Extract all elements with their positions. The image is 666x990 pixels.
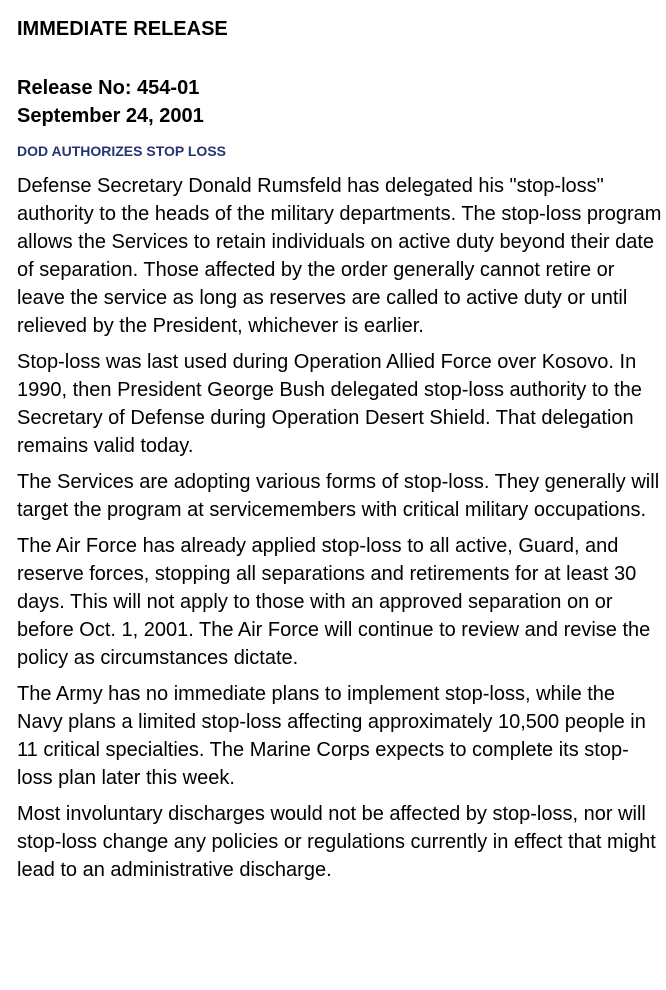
paragraph-4: The Air Force has already applied stop-loss to all active, Guard, and reserve forces, stopping all separations and retirements for at least 30 days. This will not apply to those with an approved separation on or before Oct. 1, 2001. The Air Force will continue to review and revise the policy as circumstances dictate. [17,535,651,669]
paragraph-2: Stop-loss was last used during Operation Allied Force over Kosovo. In 1990, then President George Bush delegated stop-loss authority to the Secretary of Defense during Operation Desert Shield. That delegation remains valid today. [17,351,642,457]
headline: DOD AUTHORIZES STOP LOSS [17,143,226,159]
release-type-heading: IMMEDIATE RELEASE [17,18,228,40]
paragraph-3: The Services are adopting various forms of stop-loss. They generally will target the program at servicemembers with critical military occupations. [17,471,660,521]
paragraph-1: Defense Secretary Donald Rumsfeld has delegated his "stop-loss" authority to the heads of the military departments. The stop-loss program allows the Services to retain individuals on active duty beyond their date of separation. Those affected by the order generally cannot retire or leave the service as long as reserves are called to active duty or until relieved by the President, whichever is earlier. [17,175,662,337]
release-number: Release No: 454-01 [17,77,200,99]
paragraph-6: Most involuntary discharges would not be affected by stop-loss, nor will stop-loss change any policies or regulations currently in effect that might lead to an administrative discharge. [17,803,656,881]
paragraph-5: The Army has no immediate plans to implement stop-loss, while the Navy plans a limited stop-loss affecting approximately 10,500 people in 11 critical specialties. The Marine Corps expects to complete its stop-loss plan later this week. [17,683,646,789]
release-meta [17,74,662,130]
release-date: September 24, 2001 [17,105,204,127]
